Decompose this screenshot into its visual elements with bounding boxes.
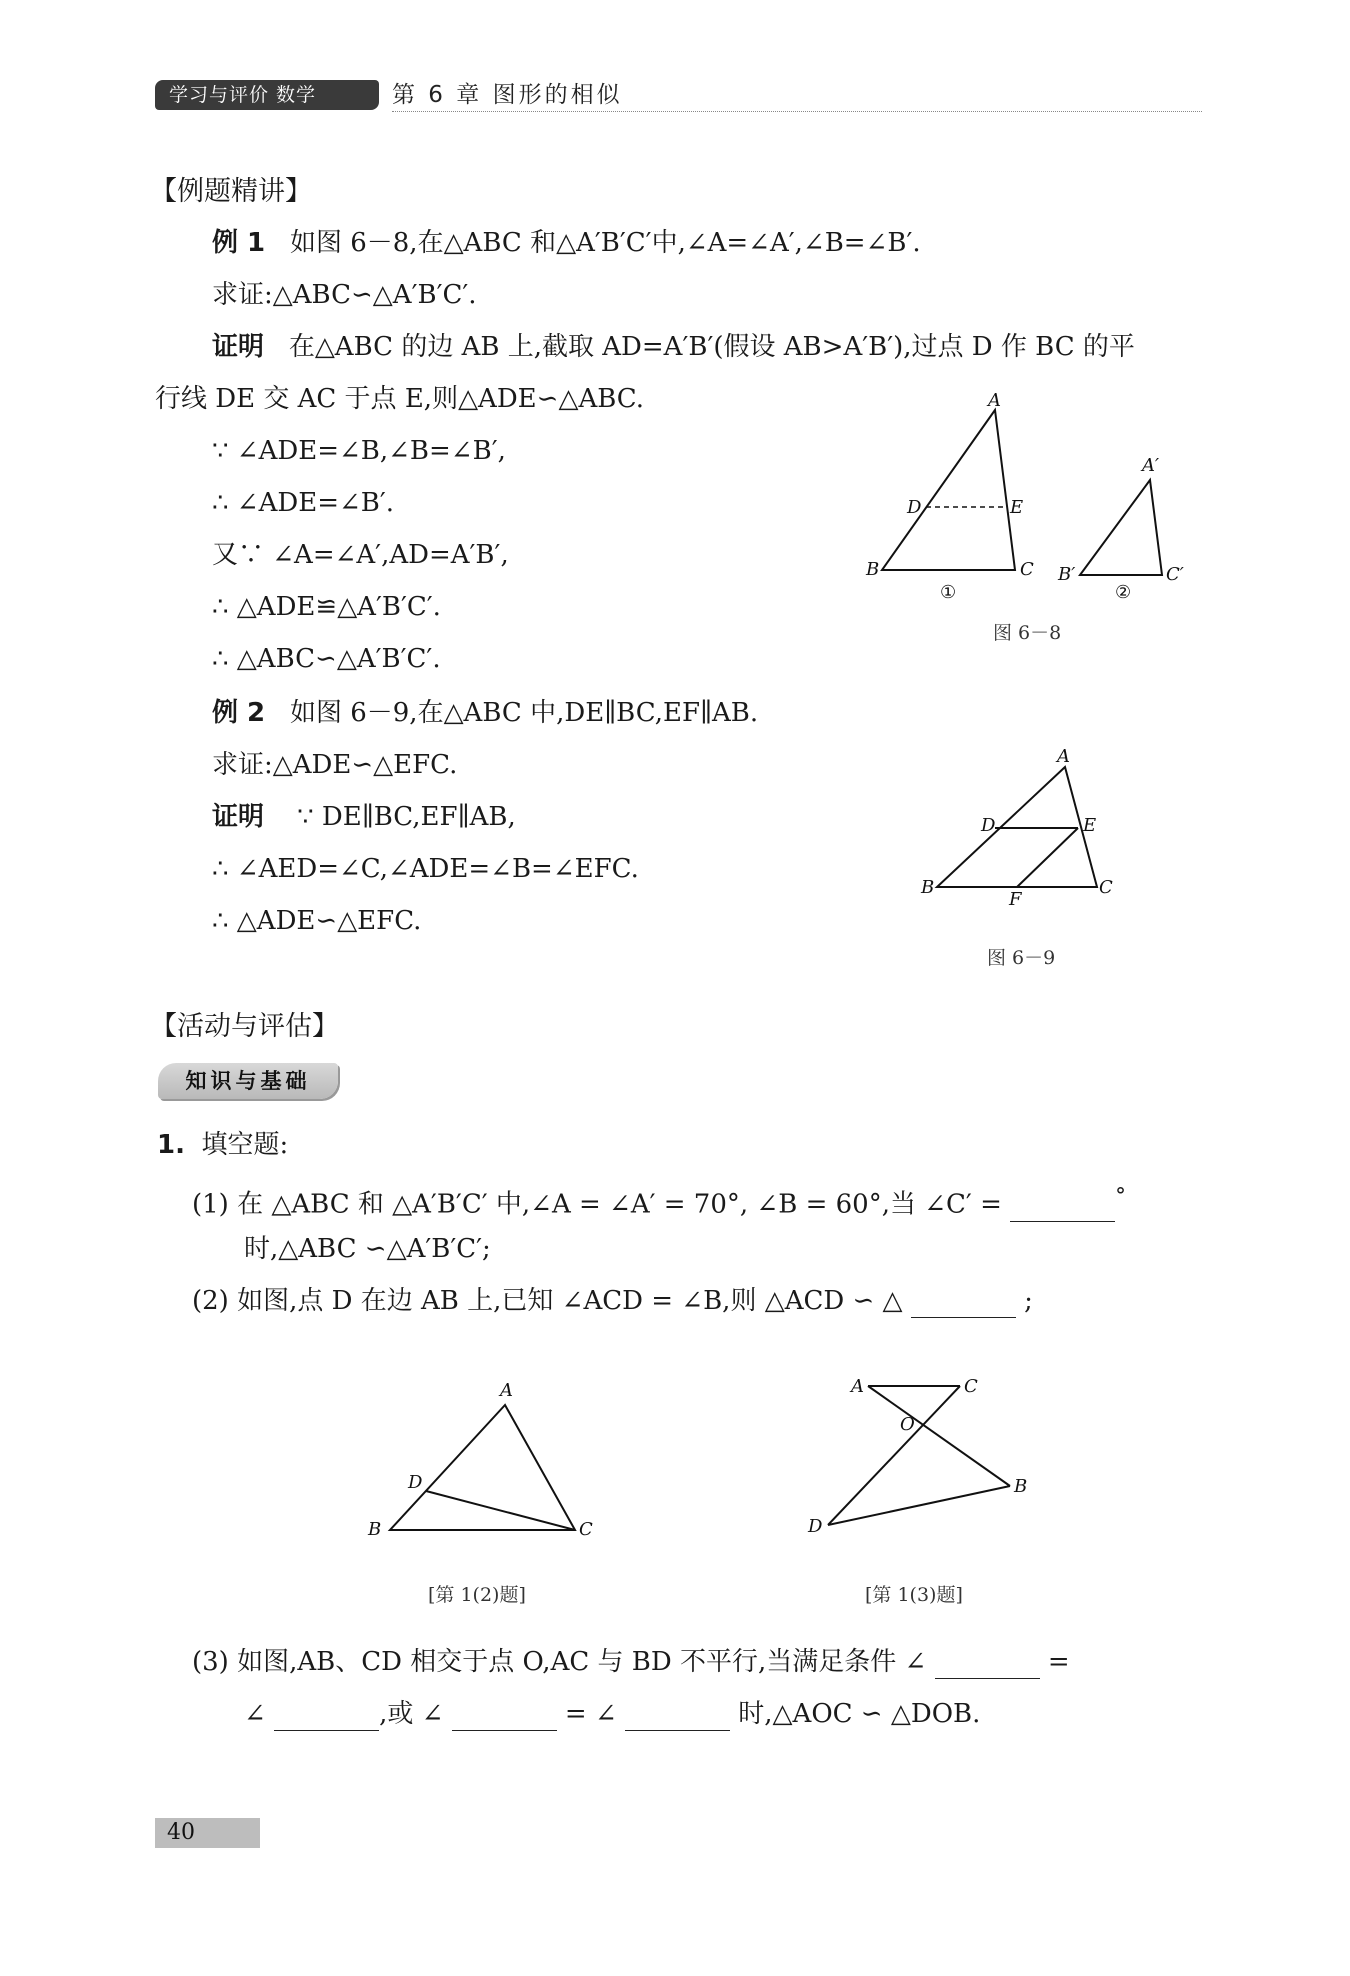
label-E2: E [1083, 815, 1097, 836]
example1-proof-line1 [212, 330, 1135, 364]
part1-text-a: (1) 在 △ABC 和 △A′B′C′ 中,∠A = ∠A′ = 70°, ∠B = 60°,当 ∠C′ = [192, 1189, 1002, 1220]
example2-proof-line1 [212, 800, 516, 834]
example2-step2: ∴ △ADE∽△EFC. [212, 906, 422, 936]
page-number: 40 [167, 1820, 195, 1845]
label-circle-1: ① [940, 582, 957, 600]
example1-step1: ∵ ∠ADE=∠B,∠B=∠B′, [212, 436, 506, 466]
part3-eq2: = ∠ [564, 1699, 617, 1729]
series-tag: 学习与评价 数学 [155, 80, 379, 110]
page-number-box [155, 1818, 260, 1848]
degree-sign: ° [1115, 1184, 1126, 1209]
example2-step1: ∴ ∠AED=∠C,∠ADE=∠B=∠EFC. [212, 854, 639, 884]
knowledge-badge: 知识与基础 [158, 1063, 338, 1099]
part2-end: ; [1024, 1286, 1033, 1316]
label-A2: A [1057, 746, 1070, 767]
section-title-activities: 【活动与评估】 [150, 1011, 339, 1042]
part1-blank[interactable] [1010, 1197, 1115, 1222]
label-F2: F [1009, 889, 1022, 910]
question1-part3-line2 [244, 1697, 980, 1731]
chapter-title: 第 6 章 图形的相似 [392, 82, 623, 108]
figure-6-8 [860, 385, 1200, 600]
label-D-q3: D [808, 1516, 823, 1537]
label-C-prime: C′ [1166, 564, 1184, 585]
part2-blank[interactable] [911, 1293, 1016, 1318]
figure-q1-2-caption: [第 1(2)题] [428, 1584, 526, 1606]
part3-blank1[interactable] [935, 1654, 1040, 1679]
part1-text-b: 时,△ABC ∽△A′B′C′; [244, 1234, 491, 1264]
question1-text: 填空题: [201, 1130, 289, 1160]
label-A: A [988, 390, 1001, 411]
segment-cd [828, 1386, 960, 1525]
label-A-q2: A [500, 1380, 513, 1401]
example1-text: 如图 6－8,在△ABC 和△A′B′C′中,∠A=∠A′,∠B=∠B′. [289, 228, 921, 258]
section-title-examples: 【例题精讲】 [150, 176, 312, 207]
part3-text-a: (3) 如图,AB、CD 相交于点 O,AC 与 BD 不平行,当满足条件 ∠ [192, 1647, 927, 1677]
example2-label: 例 2 [212, 698, 266, 728]
part3-blank3[interactable] [452, 1706, 557, 1731]
question1-part1-line1 [192, 1180, 1126, 1222]
example1-prove: 求证:△ABC∽△A′B′C′. [212, 280, 477, 310]
label-B-q3: B [1014, 1476, 1028, 1497]
example1-label: 例 1 [212, 228, 266, 258]
segment-ef [1017, 828, 1078, 887]
label-D: D [907, 497, 922, 518]
label-A-prime: A′ [1142, 455, 1160, 476]
figure-q1-3 [800, 1370, 1050, 1550]
figure-6-8-caption: 图 6－8 [993, 622, 1062, 644]
label-C2: C [1099, 877, 1113, 898]
example1-step5: ∴ △ABC∽△A′B′C′. [212, 644, 441, 674]
question1-title [157, 1128, 288, 1162]
part3-blank4[interactable] [625, 1706, 730, 1731]
example1-proof-label: 证明 [212, 332, 265, 362]
figure-q1-2 [360, 1375, 610, 1555]
example1-step3: 又∵ ∠A=∠A′,AD=A′B′, [212, 540, 509, 570]
label-C-q3: C [964, 1376, 978, 1397]
triangle-abc [882, 410, 1015, 570]
part3-end: 时,△AOC ∽ △DOB. [738, 1699, 981, 1729]
label-C-q2: C [579, 1519, 593, 1540]
label-O-q3: O [900, 1414, 915, 1435]
label-C: C [1020, 559, 1034, 580]
label-circle-2: ② [1115, 582, 1132, 600]
part2-text: (2) 如图,点 D 在边 AB 上,已知 ∠ACD = ∠B,则 △ACD ∽ △ [192, 1286, 903, 1316]
label-E: E [1010, 497, 1024, 518]
label-A-q3: A [851, 1376, 864, 1397]
example2-proof-text: ∵ DE∥BC,EF∥AB, [297, 802, 516, 832]
triangle-abc-q2 [390, 1405, 575, 1530]
figure-6-9 [915, 745, 1130, 915]
label-B2: B [921, 877, 935, 898]
question1-part2 [192, 1284, 1033, 1318]
example1-proof-text: 在△ABC 的边 AB 上,截取 AD=A′B′(假设 AB>A′B′),过点 D 作 BC 的平 [288, 332, 1135, 362]
label-D2: D [981, 815, 996, 836]
example2-prove: 求证:△ADE∽△EFC. [212, 750, 458, 780]
triangle-apbpcp [1080, 480, 1162, 575]
part3-or: ,或 ∠ [379, 1699, 444, 1729]
example1-statement [212, 226, 921, 260]
part3-blank2[interactable] [274, 1706, 379, 1731]
example2-text: 如图 6－9,在△ABC 中,DE∥BC,EF∥AB. [289, 698, 759, 728]
question1-number: 1. [157, 1130, 185, 1160]
part3-angle: ∠ [244, 1699, 266, 1729]
example1-step2: ∴ ∠ADE=∠B′. [212, 488, 395, 518]
label-D-q2: D [408, 1472, 423, 1493]
header-divider [392, 111, 1202, 112]
question1-part3-line1 [192, 1645, 1070, 1679]
example1-step4: ∴ △ADE≌△A′B′C′. [212, 592, 441, 622]
label-B-q2: B [368, 1519, 382, 1540]
label-B: B [866, 559, 880, 580]
label-B-prime: B′ [1058, 564, 1076, 585]
segment-dc [426, 1491, 575, 1530]
example2-proof-label: 证明 [212, 802, 265, 832]
example1-proof-line2: 行线 DE 交 AC 于点 E,则△ADE∽△ABC. [155, 384, 645, 414]
figure-q1-3-caption: [第 1(3)题] [865, 1584, 963, 1606]
part3-eq: = [1047, 1647, 1070, 1677]
figure-6-9-caption: 图 6－9 [987, 947, 1056, 969]
example2-statement [212, 696, 758, 730]
segment-db [828, 1486, 1010, 1525]
segment-ab [868, 1386, 1010, 1486]
